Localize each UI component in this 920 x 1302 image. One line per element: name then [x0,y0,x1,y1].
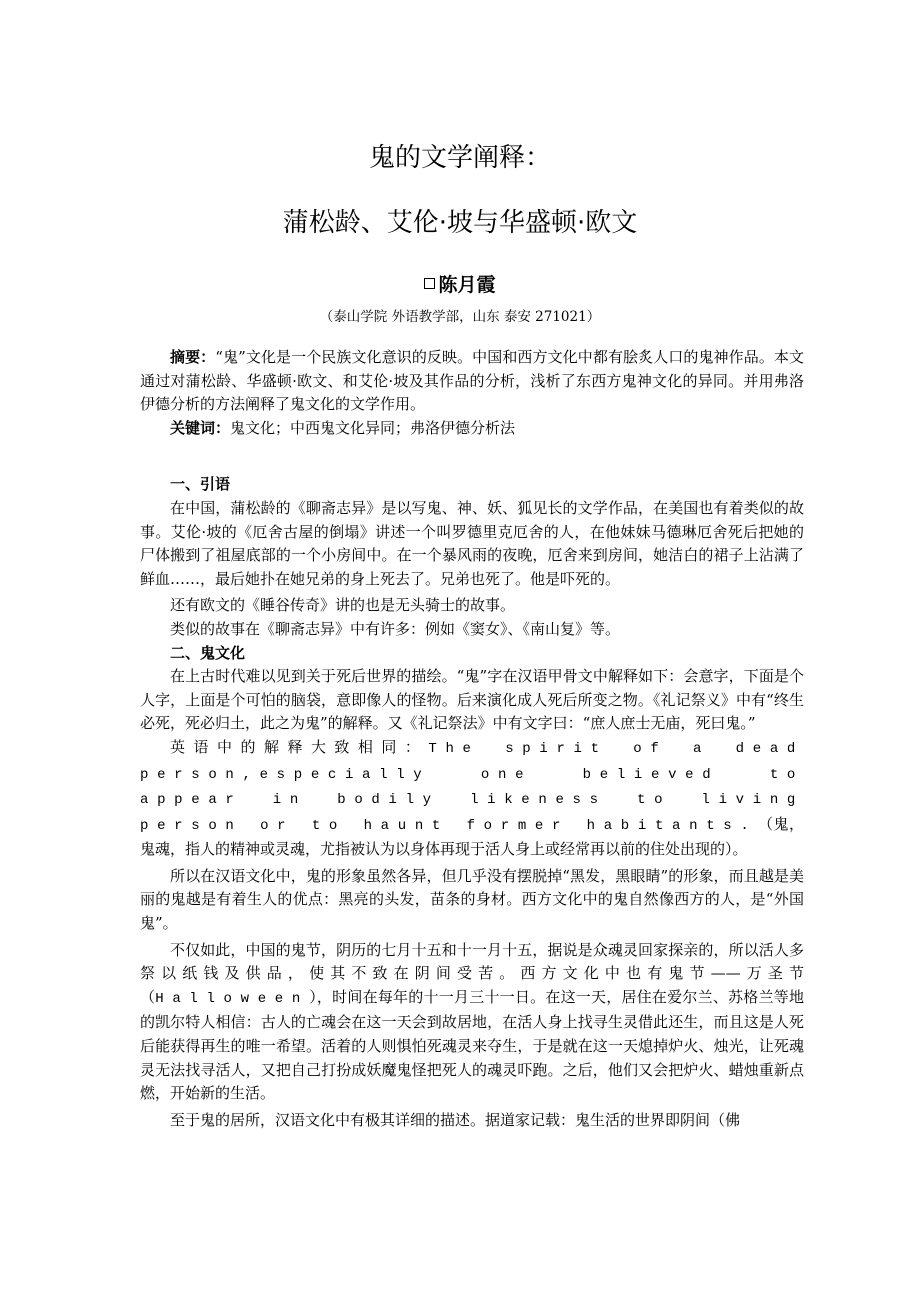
text: （鬼，鬼魂，指人的精神或灵魂，尤指被认为以身体再现于活人身上或经常再以前的住处出现的）。 [140,814,804,859]
abstract [140,346,804,417]
document-body [140,346,804,1132]
english-word: Halloween [155,990,309,1007]
square-icon [424,278,435,289]
section-heading: 一、引语 [170,475,231,494]
section-heading: 二、鬼文化 [170,643,246,662]
paragraph: 所以在汉语文化中，鬼的形象虽然各异，但几乎没有摆脱掉“黑发，黑眼睛”的形象，而且越是美丽的鬼越是有着生人的优点：黑亮的头发，苗条的身材。西方文化中的鬼自然像西方的人，是“外国鬼”。 [140,866,804,933]
paper-subtitle: 蒲松龄、艾伦·坡与华盛顿·欧文 [282,208,638,238]
abstract-text: “鬼”文化是一个民族文化意识的反映。中国和西方文化中都有脍炙人口的鬼神作品。本文通过对蒲松龄、华盛顿·欧文、和艾伦·坡及其作品的分析，浅析了东西方鬼神文化的异同。并用弗洛伊德分析的方法阐释了鬼文化的文学作用。 [140,348,804,414]
paragraph: 在中国，蒲松龄的《聊斋志异》是以写鬼、神、妖、狐见长的文学作品，在美国也有着类似的故事。艾伦·坡的《厄舍古屋的倒塌》讲述一个叫罗德里克厄舍的人，在他妹妹马德琳厄舍死后把她的尸体搬到了祖屋底部的一个小房间中。在一个暴风雨的夜晚，厄舍来到房间，她洁白的裙子上沾满了鲜血……，最后她扑在她兄弟的身上死去了。兄弟也死了。他是吓死的。 [140,498,804,588]
author-name: 陈月霞 [438,274,496,296]
paragraph [140,736,804,862]
abstract-label: 摘要： [170,348,216,366]
keywords-text: 鬼文化；中西鬼文化异同；弗洛伊德分析法 [230,418,516,437]
paragraph: 还有欧文的《睡谷传奇》讲的也是无头骑士的故事。 [170,596,516,615]
text: 英语中的解释大致相同： [170,737,429,756]
paper-title: 鬼的文学阐释： [368,143,551,173]
english-definition: The spirit of a dead person,especially one believed to appear in bodily likeness to living person or to haunt former habitants. [140,740,804,834]
affiliation: （泰山学院 外语教学部，山东 泰安 271021） [319,309,601,325]
keywords [140,417,804,441]
paragraph: 至于鬼的居所，汉语文化中有极其详细的描述。据道家记载：鬼生活的世界即阴间（佛 [170,1110,741,1129]
text: 不仅如此，中国的鬼节，阴历的七月十五和十一月十五，据说是众魂灵回家探亲的，所以活人多祭以纸钱及供品，使其不致在阴间受苦。西方文化中也有鬼节——万圣节（ [140,940,804,1006]
author [0,270,920,297]
paragraph: 类似的故事在《聊斋志异》中有许多：例如《窦女》、《南山复》等。 [170,619,621,638]
paragraph: 在上古时代难以见到关于死后世界的描绘。“鬼”字在汉语甲骨文中解释如下：会意字，下面是个人字，上面是个可怕的脑袋，意即像人的怪物。后来演化成人死后所变之物。《礼记祭义》中有“终生必死，死必归土，此之为鬼”的解释。又《礼记祭法》中有文字曰：“庶人庶士无庙，死曰鬼。” [140,667,804,733]
keywords-label: 关键词： [170,418,231,437]
paragraph [140,939,804,1106]
text: ），时间在每年的十一月三十一日。在这一天，居住在爱尔兰、苏格兰等地的凯尔特人相信：古人的亡魂会在这一天会到故居地，在活人身上找寻生灵借此还生，而且这是人死后能获得再生的唯一希望。活着的人则惧怕死魂灵来夺生，于是就在这一天熄掉炉火、烛光，让死魂灵无法找寻活人，又把自己打扮成妖魔鬼怪把死人的魂灵吓跑。之后，他们又会把炉火、蜡烛重新点燃，开始新的生活。 [140,987,804,1103]
